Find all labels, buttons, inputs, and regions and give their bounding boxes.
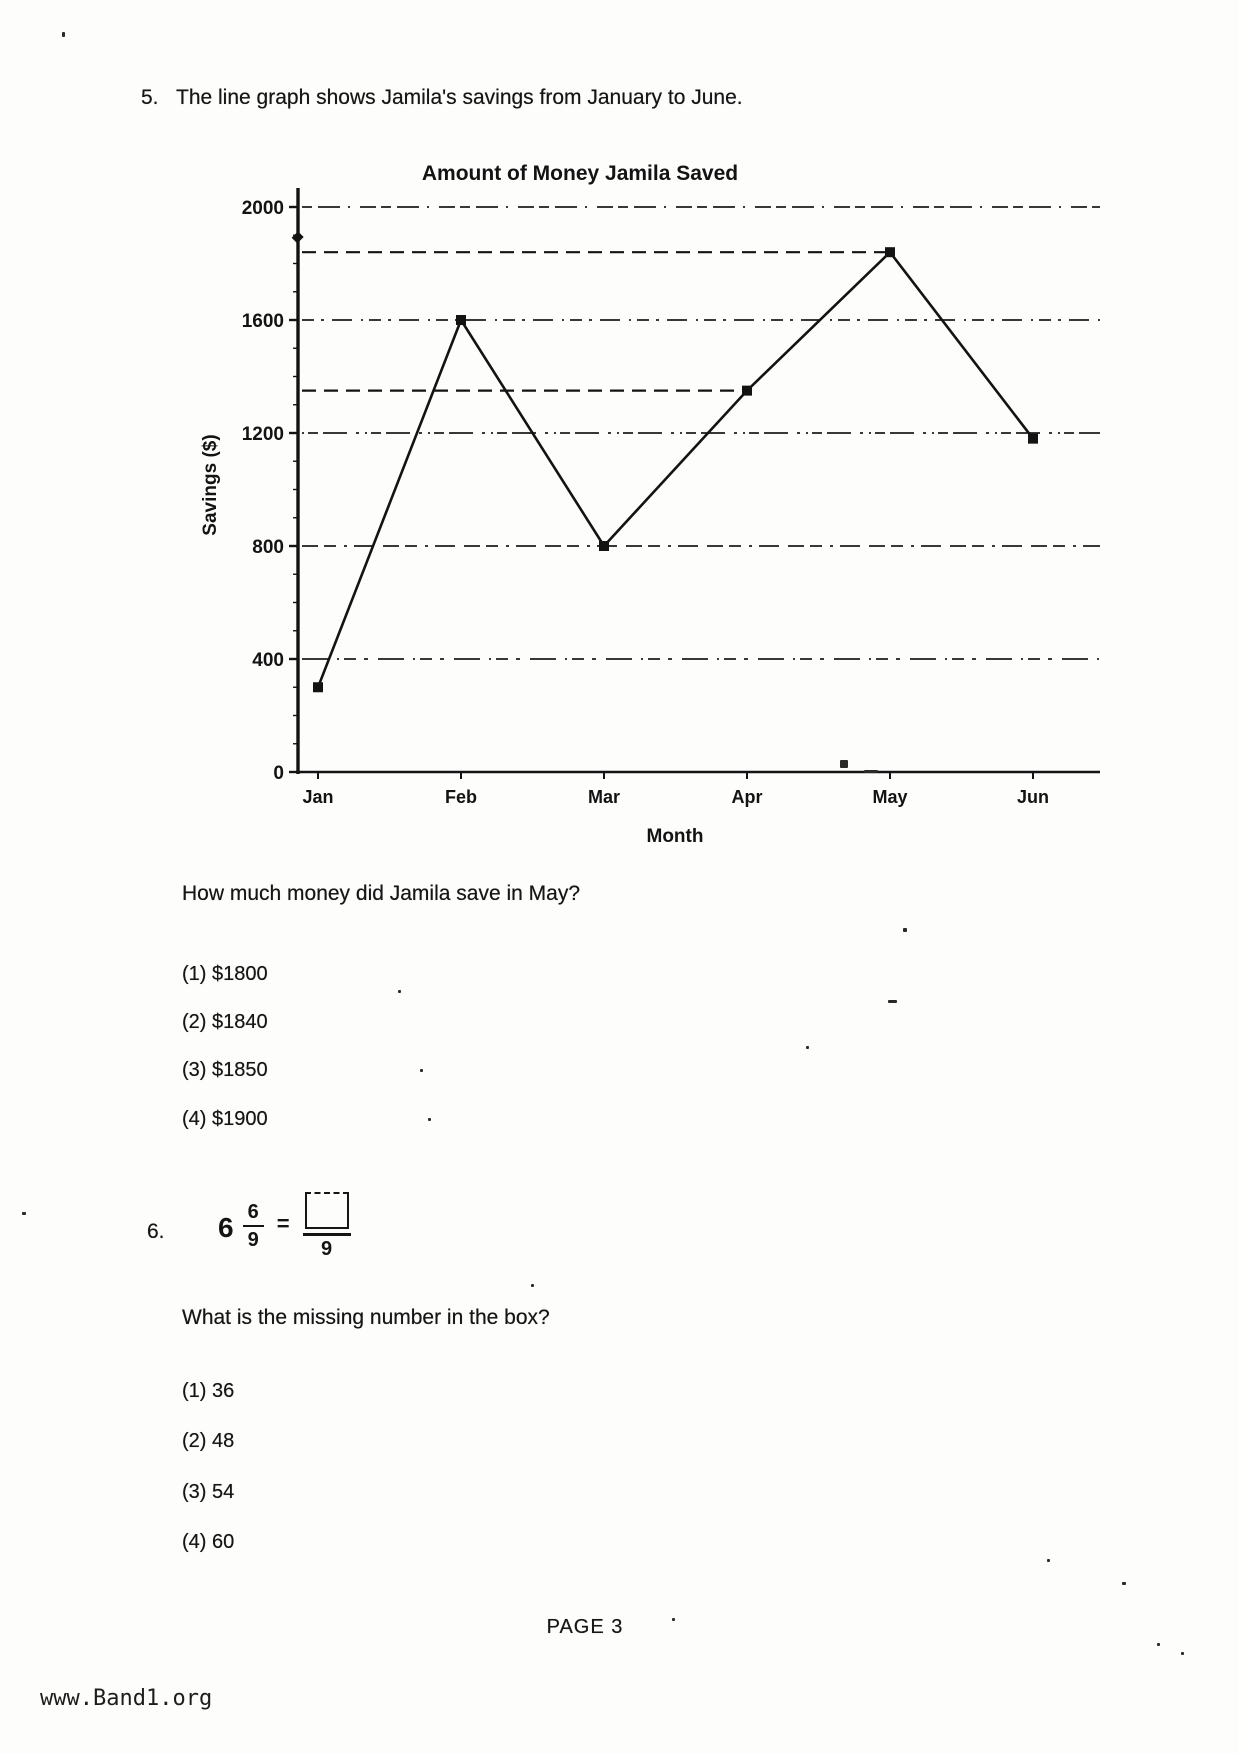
page-number-label: PAGE 3	[546, 1616, 624, 1638]
data-point-Jun	[1028, 434, 1038, 444]
watermark-url: www.Band1.org	[40, 1686, 213, 1711]
question-6-prompt: What is the missing number in the box?	[182, 1306, 550, 1329]
y-tick-label-800: 800	[252, 537, 284, 558]
scan-speck	[428, 1118, 431, 1121]
scan-speck	[1047, 1559, 1050, 1562]
scan-speck	[864, 770, 878, 773]
q6-answer-option-3: (3) 54	[182, 1481, 235, 1503]
data-point-Apr	[742, 386, 752, 396]
question-5-number: 5.	[141, 86, 159, 109]
mixed-number-fraction	[243, 1201, 264, 1253]
scan-speck	[1181, 1652, 1184, 1655]
scan-speck	[420, 1069, 423, 1072]
mixed-number-whole: 6	[218, 1212, 234, 1244]
y-tick-label-0: 0	[273, 763, 284, 784]
chart-title: Amount of Money Jamila Saved	[421, 162, 739, 185]
question-5-prompt: How much money did Jamila save in May?	[182, 882, 580, 905]
scan-speck	[1122, 1582, 1126, 1585]
q6-answer-option-1: (1) 36	[182, 1380, 235, 1402]
q6-answer-option-4: (4) 60	[182, 1531, 235, 1553]
scan-speck	[531, 1284, 534, 1287]
y-axis-title: Savings ($)	[200, 434, 221, 536]
data-point-Jan	[313, 682, 323, 692]
q5-answer-option-1: (1) $1800	[182, 963, 268, 985]
y-tick-label-1200: 1200	[241, 424, 284, 445]
q5-answer-option-3: (3) $1850	[182, 1059, 268, 1081]
scan-speck	[22, 1212, 26, 1215]
y-tick-label-400: 400	[252, 650, 284, 671]
scan-speck	[672, 1618, 675, 1621]
x-tick-label-Apr: Apr	[731, 787, 763, 807]
scan-speck	[888, 1000, 897, 1003]
x-tick-label-Mar: Mar	[587, 787, 621, 807]
x-tick-label-May: May	[872, 787, 908, 807]
scan-speck	[840, 760, 848, 768]
scan-speck	[398, 990, 401, 993]
scan-speck	[1157, 1643, 1160, 1646]
x-axis-title: Month	[646, 826, 704, 847]
data-point-May	[885, 247, 895, 257]
answer-fraction	[303, 1192, 351, 1261]
missing-number-box	[305, 1192, 349, 1229]
q5-answer-option-2: (2) $1840	[182, 1011, 268, 1033]
q5-answer-option-4: (4) $1900	[182, 1108, 268, 1130]
question-6-equation	[218, 1192, 353, 1261]
fraction-numerator: 6	[247, 1200, 259, 1223]
scan-speck	[903, 928, 907, 932]
y-tick-label-1600: 1600	[241, 311, 284, 332]
y-tick-label-2000: 2000	[241, 198, 284, 219]
x-tick-label-Jun: Jun	[1016, 787, 1050, 807]
x-tick-label-Feb: Feb	[444, 787, 478, 807]
scan-speck	[292, 231, 304, 243]
fraction-denominator: 9	[321, 1237, 333, 1260]
question-5-text: The line graph shows Jamila's savings from January to June.	[176, 86, 743, 109]
fraction-denominator: 9	[247, 1229, 259, 1251]
q6-answer-option-2: (2) 48	[182, 1430, 235, 1452]
x-tick-label-Jan: Jan	[302, 787, 334, 807]
scan-speck	[806, 1046, 809, 1049]
data-point-Feb	[456, 315, 466, 325]
savings-line-chart	[180, 140, 1100, 850]
savings-data-line	[318, 252, 1033, 687]
data-point-Mar	[599, 541, 609, 551]
question-6-number: 6.	[147, 1220, 165, 1243]
equals-sign: =	[276, 1211, 290, 1237]
scan-speck	[62, 32, 65, 37]
